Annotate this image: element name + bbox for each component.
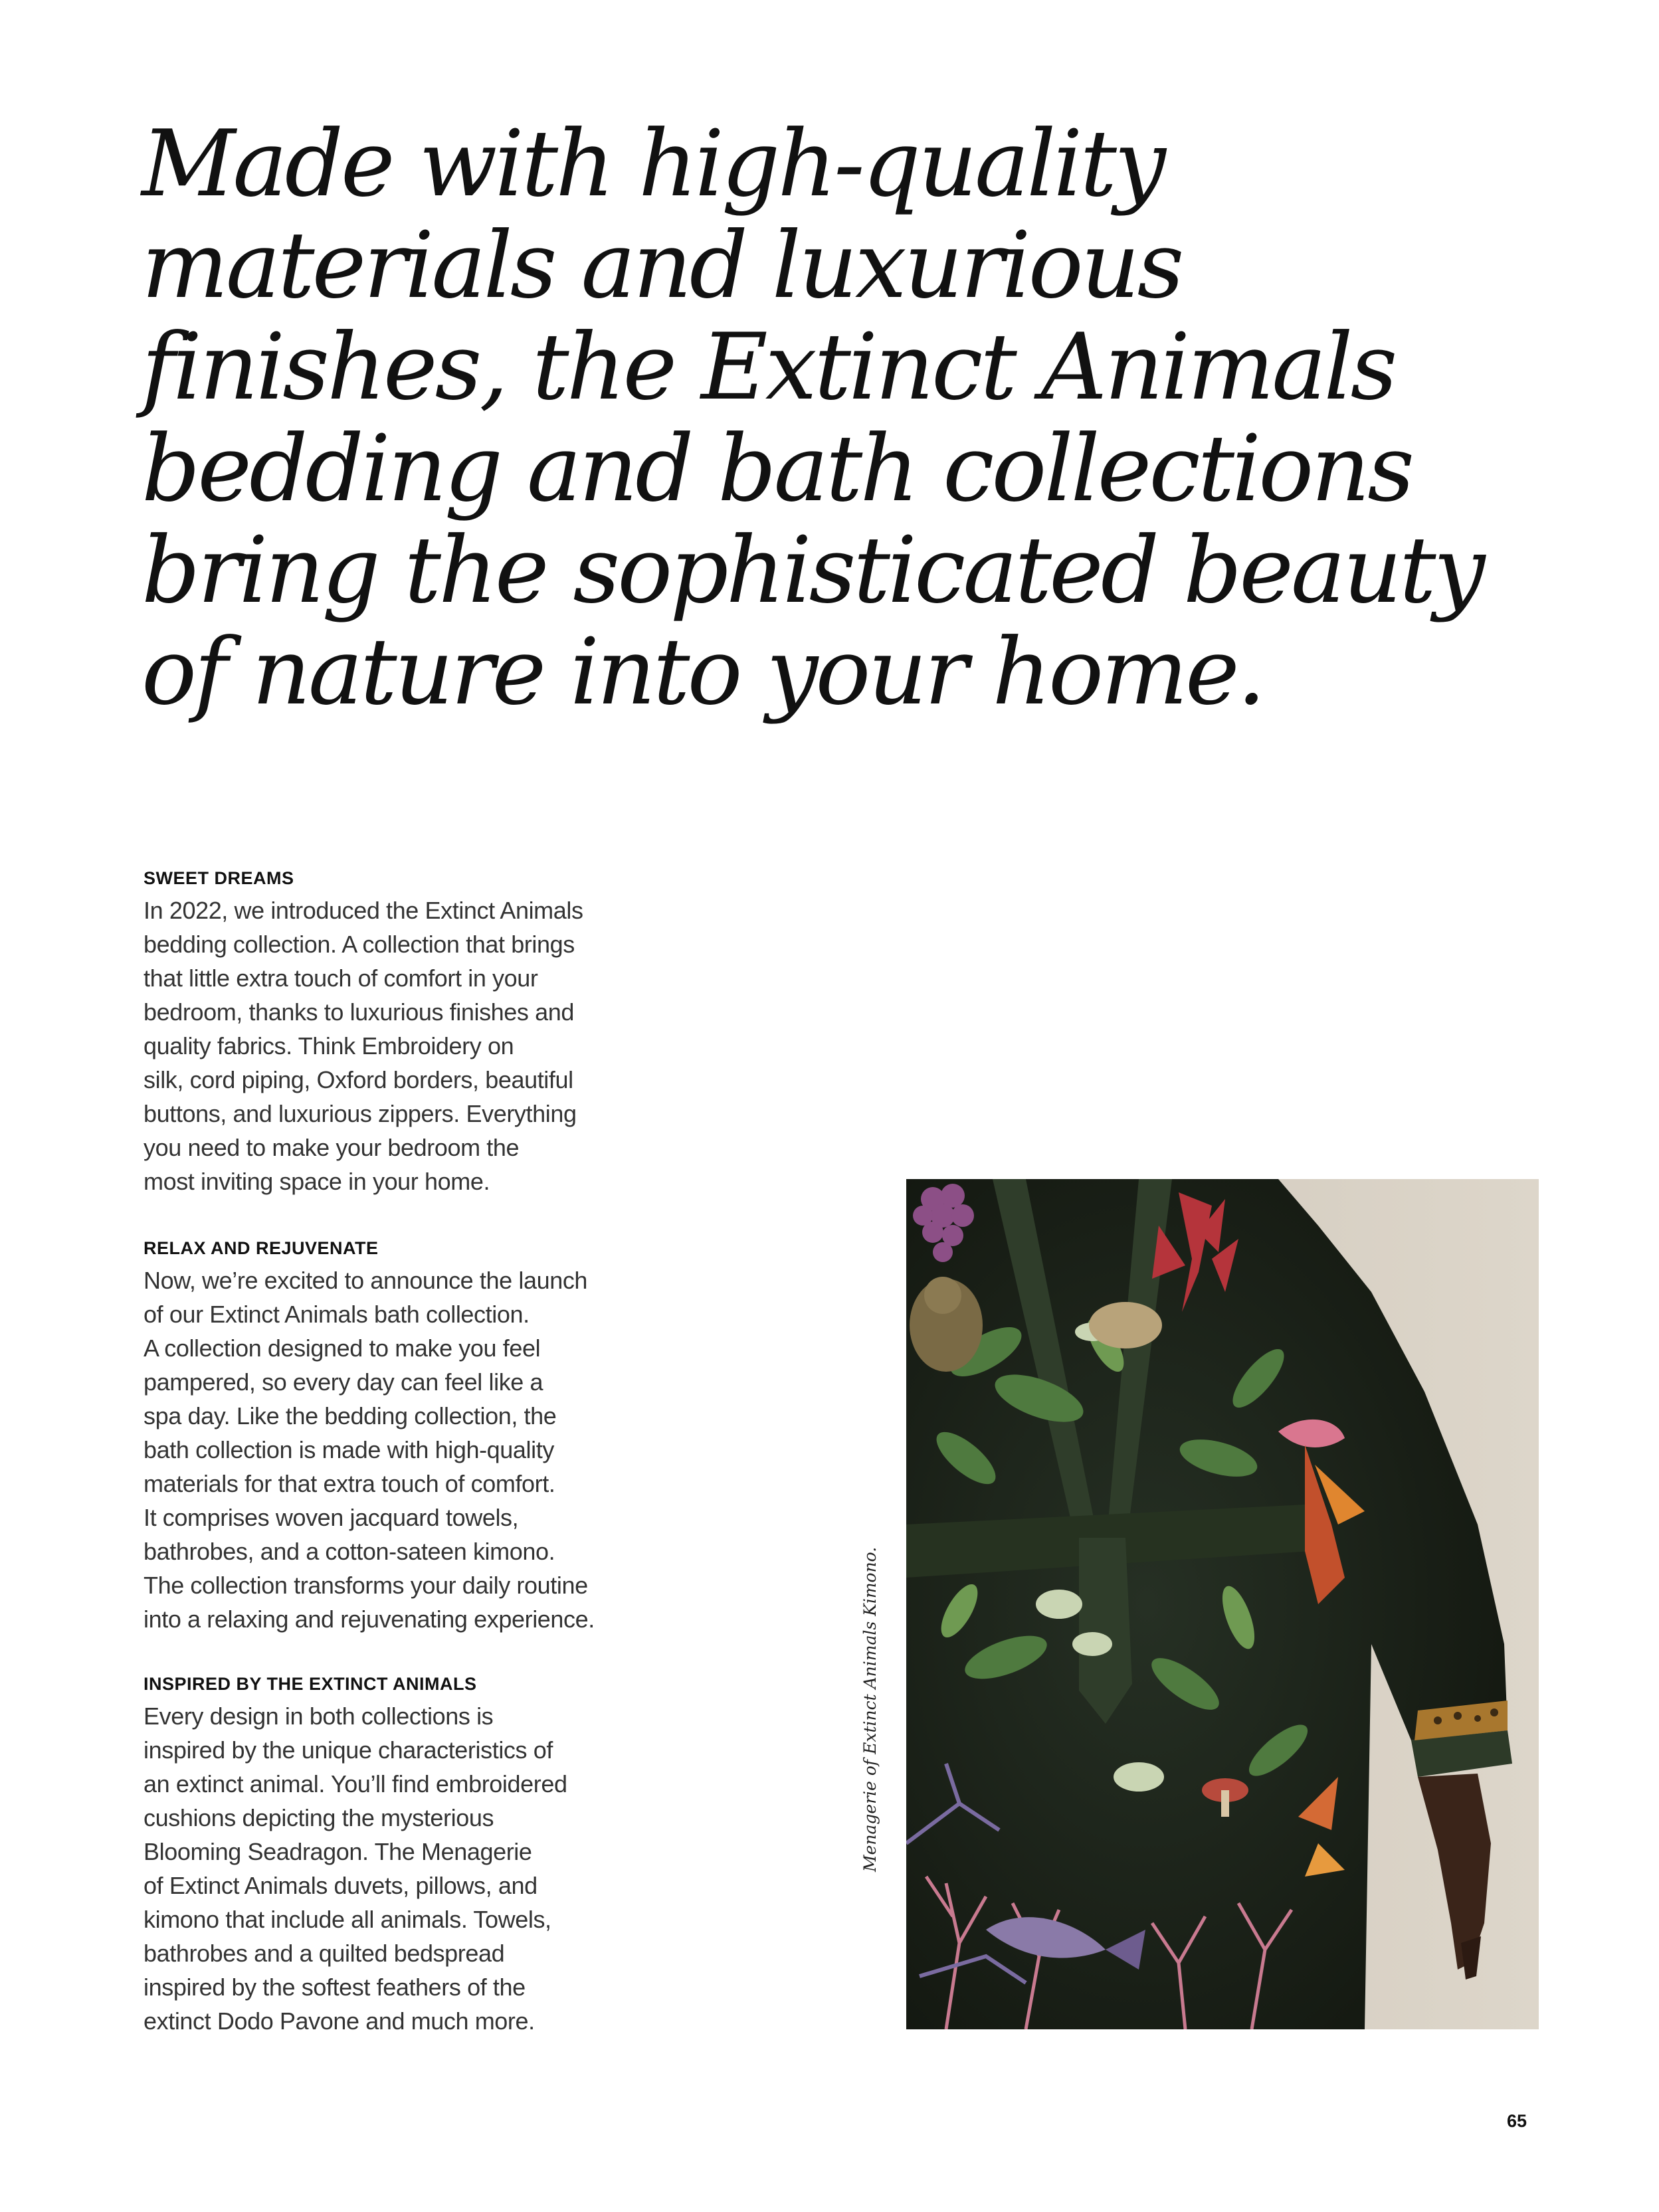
page-number: 65 (1507, 2111, 1527, 2131)
section-body: Now, we’re excited to announce the launch of our Extinct Animals bath collection. A collection designed to make you feel pampered, so every day can feel like a spa day. Like the bedding collection, the bath collection is made with high-quality materials for that extra touch of comfort. It comprises woven jacquard towels, bathrobes, and a cotton-sateen kimono. The collection transforms your daily routine into a relaxing and rejuvenating experience. (144, 1267, 595, 1633)
section-sweet-dreams (144, 867, 648, 1198)
section-body: In 2022, we introduced the Extinct Animals bedding collection. A collection that brings that little extra touch of comfort in your bedroom, thanks to luxurious finishes and quality fabrics. Think Embroidery on silk, cord piping, Oxford borders, beautiful buttons, and luxurious zippers. Everything you need to make your bedroom the most inviting space in your home. (144, 897, 583, 1195)
section-inspired-by-extinct-animals (144, 1673, 648, 2038)
section-relax-and-rejuvenate (144, 1237, 648, 1636)
section-heading: SWEET DREAMS (144, 868, 294, 888)
photo-caption: Menagerie of Extinct Animals Kimono. (860, 1546, 880, 1872)
section-heading: RELAX AND REJUVENATE (144, 1238, 379, 1258)
section-heading: INSPIRED BY THE EXTINCT ANIMALS (144, 1674, 477, 1694)
kimono-illustration (906, 1179, 1539, 2029)
kimono-photo (906, 1179, 1539, 2029)
headline: Made with high-quality materials and luxurious finishes, the Extinct Animals bedding and bath collections bring the sophisticated beauty of nature into your home. (142, 110, 1483, 725)
section-body: Every design in both collections is inspired by the unique characteristics of an extinct animal. You’ll find embroidered cushions depicting the mysterious Blooming Seadragon. The Menagerie of Extinct Animals duvets, pillows, and kimono that include all animals. Towels, bathrobes and a quilted bedspread inspired by the softest feathers of the extinct Dodo Pavone and much more. (144, 1703, 567, 2035)
